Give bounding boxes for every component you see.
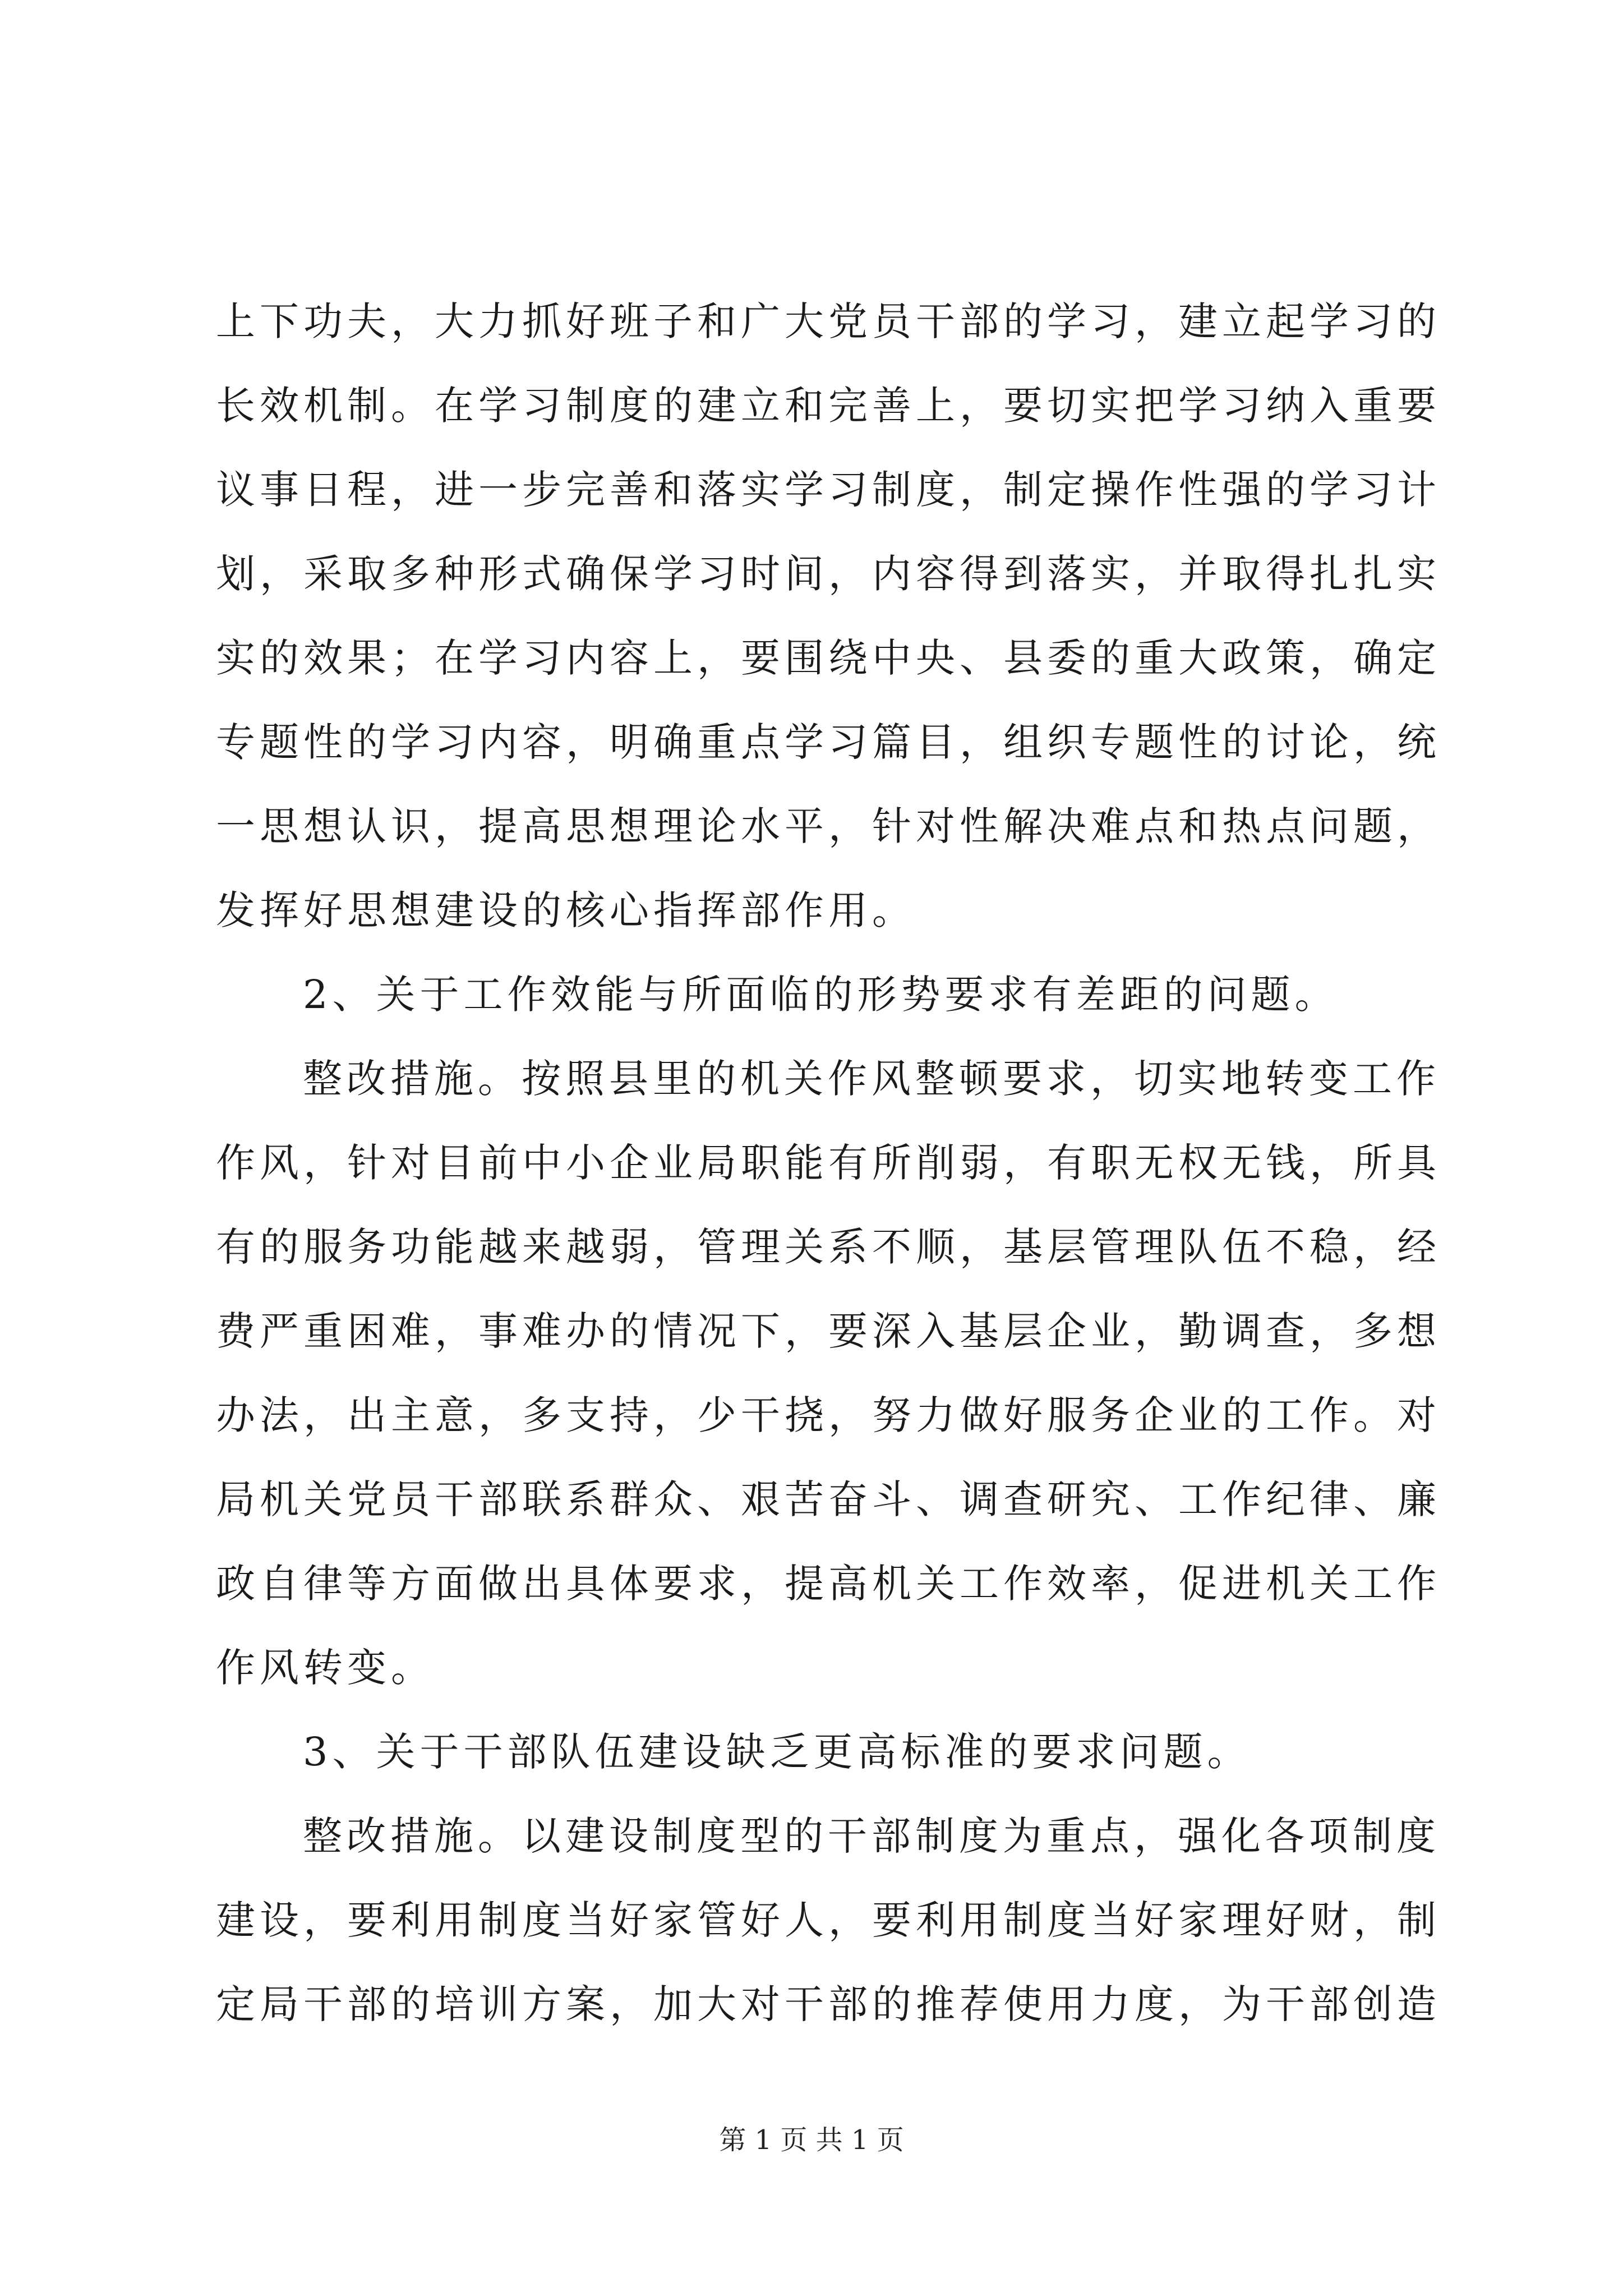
text-line: 作风，针对目前中小企业局职能有所削弱，有职无权无钱，所具 [216,1140,1441,1186]
text-line: 局机关党员干部联系群众、艰苦奋斗、调查研究、工作纪律、廉 [216,1476,1441,1522]
text-line: 建设，要利用制度当好家管好人，要利用制度当好家理好财，制 [216,1897,1441,1943]
section-heading: 3、关于干部队伍建设缺乏更高标准的要求问题。 [303,1729,1251,1775]
text-line: 政自律等方面做出具体要求，提高机关工作效率，促进机关工作 [216,1561,1441,1607]
text-line: 划，采取多种形式确保学习时间，内容得到落实，并取得扎扎实 [216,551,1441,597]
text-line: 长效机制。在学习制度的建立和完善上，要切实把学习纳入重要 [216,383,1441,429]
text-line: 作风转变。 [216,1645,435,1691]
text-line: 一思想认识，提高思想理论水平，针对性解决难点和热点问题， [216,803,1441,849]
page-number-footer: 第 1 页 共 1 页 [719,2124,904,2156]
text-line: 议事日程，进一步完善和落实学习制度，制定操作性强的学习计 [216,467,1441,513]
text-line: 定局干部的培训方案，加大对干部的推荐使用力度，为干部创造 [216,1981,1441,2027]
section-heading: 2、关于工作效能与所面临的形势要求有差距的问题。 [303,972,1339,1018]
text-line: 上下功夫，大力抓好班子和广大党员干部的学习，建立起学习的 [216,298,1441,344]
text-line: 发挥好思想建设的核心指挥部作用。 [216,887,916,933]
text-line: 整改措施。按照县里的机关作风整顿要求，切实地转变工作 [303,1056,1440,1102]
text-line: 实的效果；在学习内容上，要围绕中央、县委的重大政策，确定 [216,635,1441,681]
text-line: 整改措施。以建设制度型的干部制度为重点，强化各项制度 [303,1813,1440,1859]
text-line: 办法，出主意，多支持，少干挠，努力做好服务企业的工作。对 [216,1392,1441,1438]
text-line: 有的服务功能越来越弱，管理关系不顺，基层管理队伍不稳，经 [216,1224,1441,1270]
text-line: 专题性的学习内容，明确重点学习篇目，组织专题性的讨论，统 [216,719,1441,765]
text-line: 费严重困难，事难办的情况下，要深入基层企业，勤调查，多想 [216,1308,1441,1354]
